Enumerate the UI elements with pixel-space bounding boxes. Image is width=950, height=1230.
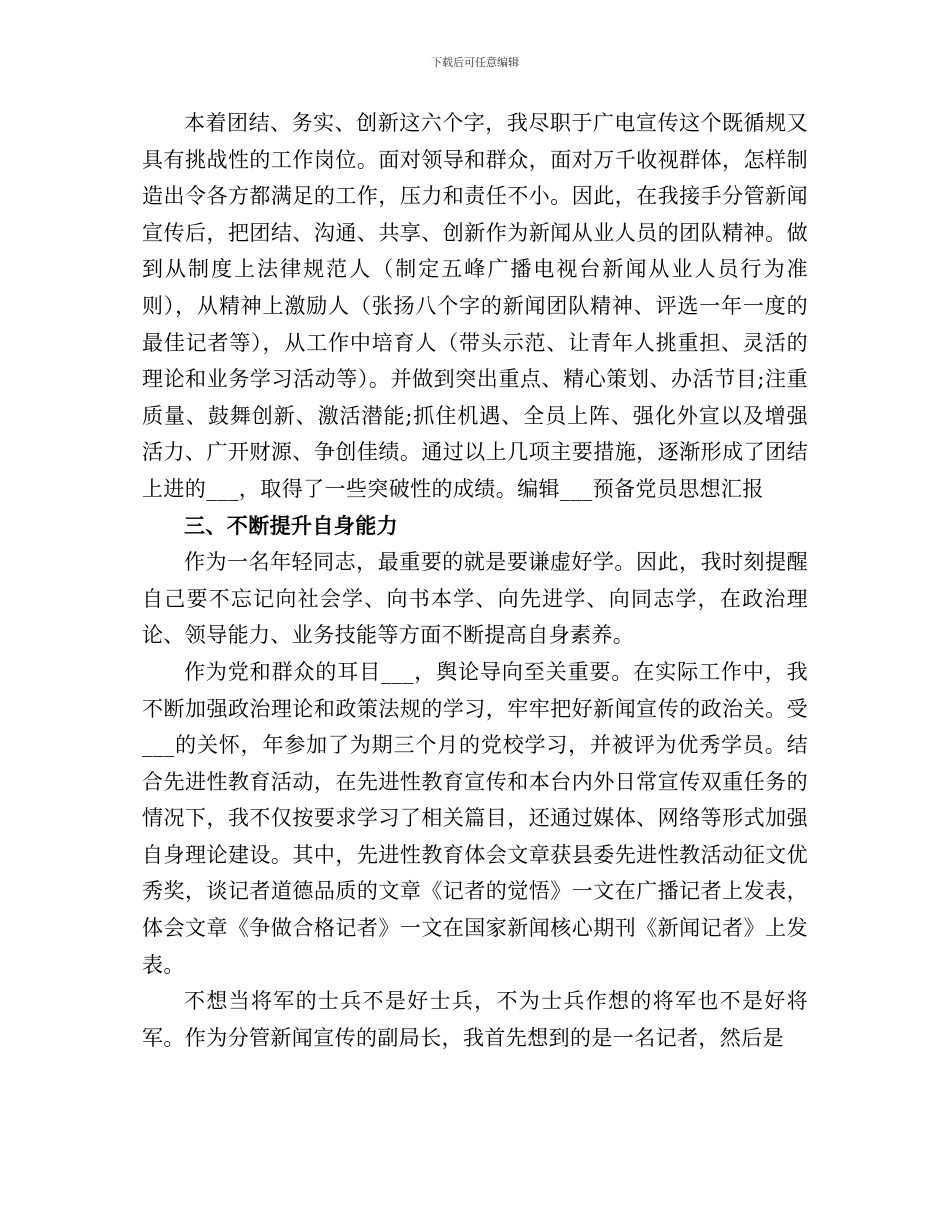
paragraph-team-spirit: 本着团结、务实、创新这六个字，我尽职于广电宣传这个既循规又具有挑战性的工作岗位。面对领导和群众，面对万千收视群体，怎样制造出令各方都满足的工作，压力和责任不小。因此，在我接手分管新闻宣传后，把团结、沟通、共享、创新作为新闻从业人员的团队精神。做到从制度上法律规范人（制定五峰广播电视台新闻从业人员行为准则），从精神上激励人（张扬八个字的新闻团队精神、评选一年一度的最佳记者等），从工作中培育人（带头示范、让青年人挑重担、灵活的理论和业务学习活动等）。并做到突出重点、精心策划、办活节目;注重质量、鼓舞创新、激活潜能;抓住机遇、全员上阵、强化外宣以及增强活力、广开财源、争创佳绩。通过以上几项主要措施，逐渐形成了团结上进的___，取得了一些突破性的成绩。编辑___预备党员思想汇报 (142, 111, 808, 501)
paragraph-soldier-general: 不想当将军的士兵不是好士兵，不为士兵作想的将军也不是好将军。作为分管新闻宣传的副局长，我首先想到的是一名记者，然后是 (142, 989, 808, 1050)
page-header-note: 下载后可任意编辑 (431, 56, 519, 69)
paragraph-political-study: 作为党和群众的耳目___，舆论导向至关重要。在实际工作中，我不断加强政治理论和政策法规的学习，牢牢把好新闻宣传的政治关。受___的关怀，年参加了为期三个月的党校学习，并被评为优秀学员。结合先进性教育活动，在先进性教育宣传和本台内外日常宣传双重任务的情况下，我不仅按要求学习了相关篇目，还通过媒体、网络等形式加强自身理论建设。其中，先进性教育体会文章获县委先进性教活动征文优秀奖，谈记者道德品质的文章《记者的觉悟》一文在广播记者上发表，体会文章《争做合格记者》一文在国家新闻核心期刊《新闻记者》上发表。 (142, 659, 808, 977)
document-body (142, 105, 808, 1056)
paragraph-modest-learning: 作为一名年轻同志，最重要的就是要谦虚好学。因此，我时刻提醒自己要不忘记向社会学、向书本学、向先进学、向同志学，在政治理论、领导能力、业务技能等方面不断提高自身素养。 (142, 550, 808, 648)
section-heading-improve-ability: 三、不断提升自身能力 (184, 512, 398, 538)
